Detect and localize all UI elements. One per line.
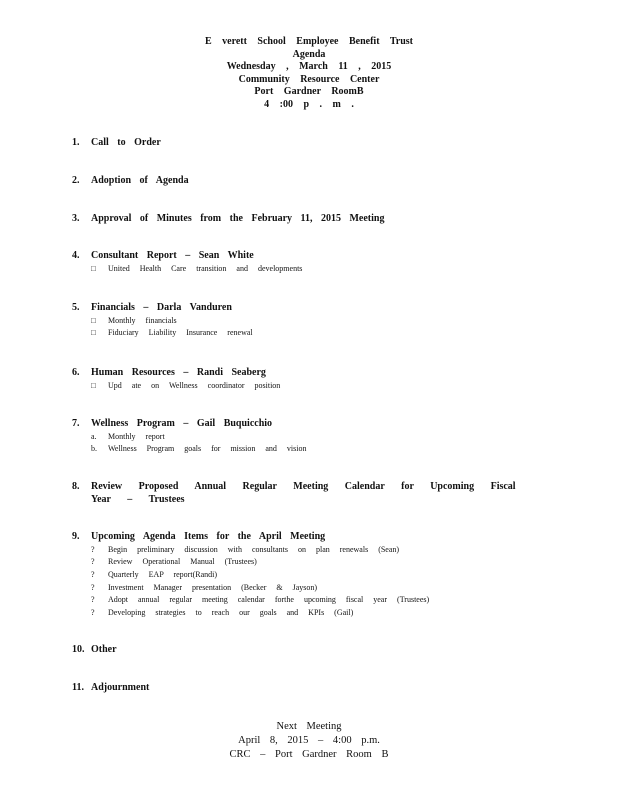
sub-item-text: Wellness Program goals for mission and vision <box>108 444 307 454</box>
item-number: 1. <box>72 137 80 148</box>
sub-item <box>91 315 552 328</box>
sub-item <box>91 544 552 557</box>
item-number: 10. <box>72 644 85 655</box>
meeting-time: 4 :00 p . m . <box>264 98 354 110</box>
item-title: Adjournment <box>91 682 150 693</box>
agenda-item <box>72 213 552 226</box>
item-title: Other <box>91 644 117 655</box>
document-title: Agenda <box>292 48 326 60</box>
agenda-item <box>72 367 552 392</box>
bullet-marker: ? <box>91 582 95 592</box>
bullet-marker: ? <box>91 557 95 567</box>
agenda-item <box>72 644 552 657</box>
sub-item <box>91 607 552 620</box>
sub-item-letter: b. <box>91 444 97 454</box>
meeting-room: Port Gardner RoomB <box>254 86 364 98</box>
item-title: Adoption of Agenda <box>91 175 189 186</box>
item-number: 2. <box>72 175 80 186</box>
sub-item <box>91 431 552 444</box>
sub-item <box>91 594 552 607</box>
item-number: 11. <box>72 682 84 693</box>
agenda-item <box>72 302 552 340</box>
sub-item <box>91 556 552 569</box>
sub-item-text: Investment Manager presentation (Becker & Jayson) <box>108 582 318 592</box>
trust-name: E verett School Employee Benefit Trust <box>204 36 414 47</box>
item-number: 5. <box>72 302 80 313</box>
sub-item <box>91 263 552 276</box>
item-number: 4. <box>72 250 80 261</box>
item-title: Approval of Minutes from the February 11, 2015 Meeting <box>91 213 385 224</box>
agenda-item <box>72 137 552 150</box>
sub-item-text: Upd ate on Wellness coordinator position <box>108 380 281 390</box>
sub-item-text: Adopt annual regular meeting calendar forthe upcoming fiscal year (Trustees) <box>108 595 430 605</box>
sub-item-letter: a. <box>91 431 97 441</box>
checkbox-bullet-icon: □ <box>91 263 96 273</box>
sub-item-text: Quarterly EAP report(Randi) <box>108 569 218 579</box>
item-title: Upcoming Agenda Items for the April Meeting <box>91 531 326 542</box>
item-number: 7. <box>72 418 80 429</box>
agenda-item <box>72 175 552 188</box>
next-meeting-footer <box>0 720 618 762</box>
sub-item <box>91 582 552 595</box>
checkbox-bullet-icon: □ <box>91 328 96 338</box>
sub-item-text: Monthly financials <box>108 315 177 325</box>
sub-item <box>91 443 552 456</box>
checkbox-bullet-icon: □ <box>91 315 96 325</box>
checkbox-bullet-icon: □ <box>91 380 96 390</box>
agenda-header <box>0 36 618 112</box>
sub-item <box>91 569 552 582</box>
bullet-marker: ? <box>91 595 95 605</box>
bullet-marker: ? <box>91 569 95 579</box>
sub-item-text: Review Operational Manual (Trustees) <box>108 557 257 567</box>
item-number: 6. <box>72 367 80 378</box>
next-meeting-location: CRC – Port Gardner Room B <box>229 749 389 760</box>
sub-item <box>91 380 552 393</box>
item-title: Review Proposed Annual Regular Meeting Calendar for Upcoming Fiscal Year – Trustees <box>91 481 516 505</box>
meeting-venue: Community Resource Center <box>238 73 380 85</box>
item-title: Call to Order <box>91 137 161 148</box>
item-title: Consultant Report – Sean White <box>91 250 254 261</box>
item-title: Financials – Darla Vanduren <box>91 302 232 313</box>
sub-item-text: Begin preliminary discussion with consultants on plan renewals (Sean) <box>108 544 400 554</box>
agenda-item <box>72 250 552 275</box>
sub-item-text: Developing strategies to reach our goals and KPIs (Gail) <box>108 607 354 617</box>
item-number: 9. <box>72 531 80 542</box>
item-number: 3. <box>72 213 80 224</box>
sub-item <box>91 327 552 340</box>
bullet-marker: ? <box>91 607 95 617</box>
sub-item-text: Fiduciary Liability Insurance renewal <box>108 328 253 338</box>
next-meeting-label: Next Meeting <box>276 721 342 732</box>
next-meeting-date: April 8, 2015 – 4:00 p.m. <box>238 735 380 746</box>
meeting-date: Wednesday , March 11 , 2015 <box>226 61 392 73</box>
agenda-item <box>72 418 552 456</box>
bullet-marker: ? <box>91 544 95 554</box>
agenda-item <box>72 531 552 619</box>
agenda-item <box>72 481 552 507</box>
item-number: 8. <box>72 481 80 492</box>
agenda-item <box>72 682 552 695</box>
sub-item-text: Monthly report <box>108 431 165 441</box>
sub-item-text: United Health Care transition and developments <box>108 263 303 273</box>
item-title: Wellness Program – Gail Buquicchio <box>91 418 273 429</box>
item-title: Human Resources – Randi Seaberg <box>91 367 266 378</box>
